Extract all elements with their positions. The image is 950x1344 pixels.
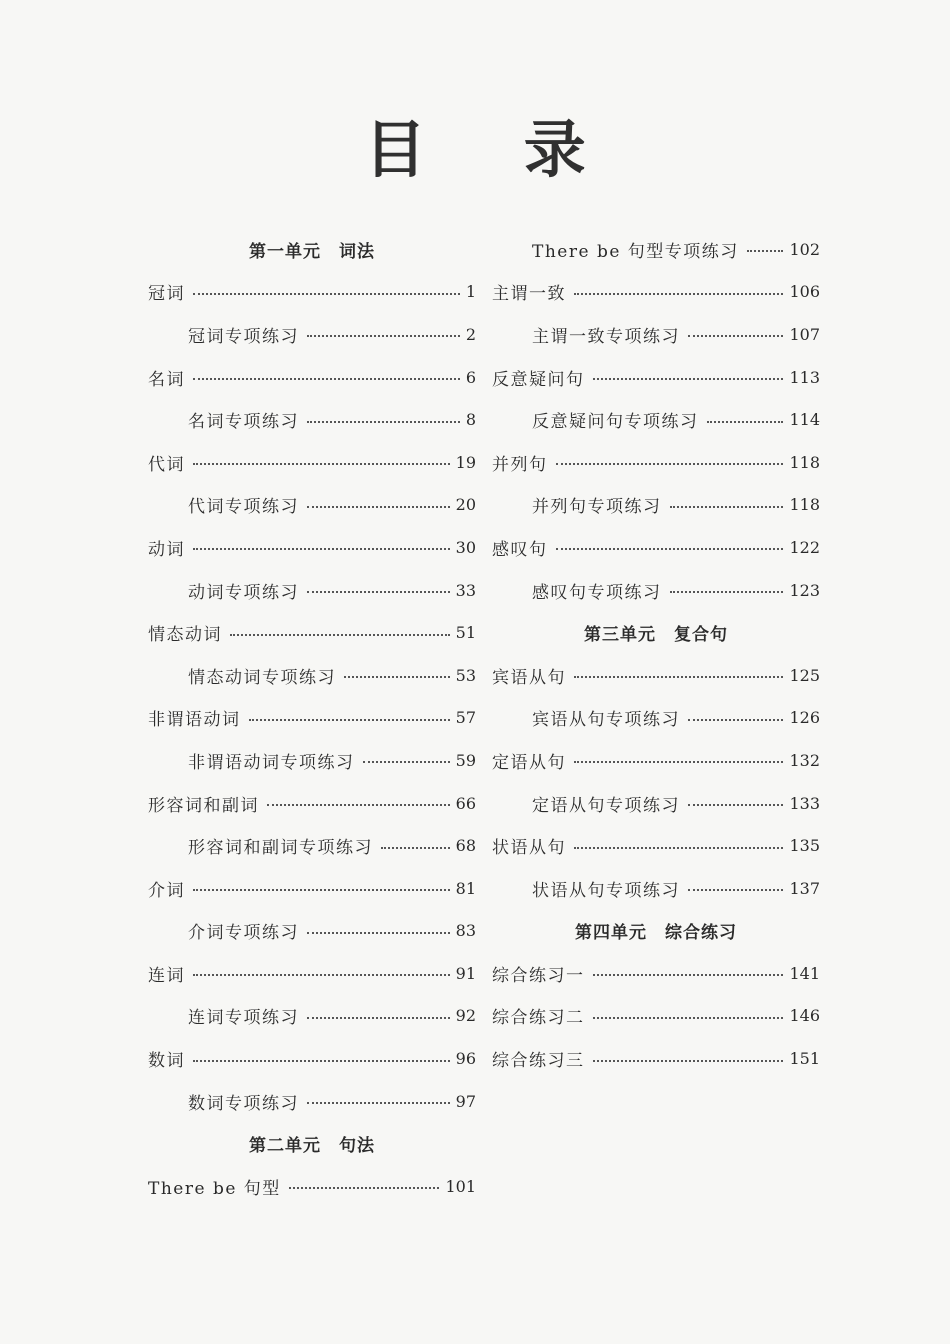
page-number: 53 <box>455 665 476 685</box>
page-number: 6 <box>465 367 476 387</box>
toc-subentry[interactable] <box>148 569 476 612</box>
page-number: 132 <box>789 750 820 770</box>
entry-label: 介词 <box>148 880 185 901</box>
toc-subentry[interactable] <box>492 782 820 825</box>
unit-topic: 句法 <box>339 1136 375 1157</box>
dot-leader <box>747 250 784 252</box>
unit-number: 第二单元 <box>249 1136 321 1157</box>
dot-leader <box>193 293 460 295</box>
dot-leader <box>307 421 460 423</box>
dot-leader <box>267 804 450 806</box>
toc-entry[interactable] <box>492 654 820 697</box>
toc-subentry[interactable] <box>492 569 820 612</box>
entry-label: 连词专项练习 <box>188 1008 299 1029</box>
dot-leader <box>381 847 450 849</box>
dot-leader <box>307 506 450 508</box>
dot-leader <box>193 378 460 380</box>
entry-label: 感叹句 <box>492 539 548 560</box>
dot-leader <box>363 761 450 763</box>
toc-entry[interactable] <box>148 611 476 654</box>
dot-leader <box>307 1102 450 1104</box>
entry-label: 情态动词 <box>148 625 222 646</box>
dot-leader <box>688 804 783 806</box>
dot-leader <box>593 974 784 976</box>
page-number: 20 <box>455 495 476 515</box>
entry-label: 动词 <box>148 539 185 560</box>
unit-number: 第三单元 <box>584 625 656 646</box>
toc-subentry[interactable] <box>148 1080 476 1123</box>
dot-leader <box>707 421 784 423</box>
dot-leader <box>193 548 450 550</box>
entry-label: There be 句型 <box>148 1178 281 1199</box>
toc-entry[interactable] <box>148 952 476 995</box>
toc-column-left <box>148 228 476 1208</box>
page-number: 97 <box>455 1091 476 1111</box>
toc-subentry[interactable] <box>492 697 820 740</box>
page-number: 1 <box>465 282 476 302</box>
page-number: 114 <box>789 410 820 430</box>
dot-leader <box>307 1017 450 1019</box>
toc-entry[interactable] <box>148 867 476 910</box>
entry-label: There be 句型专项练习 <box>532 241 739 262</box>
page-number: 68 <box>455 836 476 856</box>
dot-leader <box>593 378 784 380</box>
dot-leader <box>574 293 783 295</box>
entry-label: 感叹句专项练习 <box>532 582 662 603</box>
dot-leader <box>556 548 784 550</box>
page-number: 33 <box>455 580 476 600</box>
dot-leader <box>193 1060 450 1062</box>
entry-label: 综合练习二 <box>492 1008 585 1029</box>
toc-entry[interactable] <box>492 739 820 782</box>
unit-heading <box>148 228 476 271</box>
unit-topic: 综合练习 <box>665 923 737 944</box>
toc-subentry[interactable] <box>148 824 476 867</box>
entry-label: 名词专项练习 <box>188 412 299 433</box>
toc-subentry[interactable] <box>148 313 476 356</box>
entry-label: 冠词 <box>148 284 185 305</box>
toc-entry[interactable] <box>148 441 476 484</box>
toc-entry[interactable] <box>148 271 476 314</box>
toc-entry[interactable] <box>148 1165 476 1208</box>
page-number: 133 <box>789 793 820 813</box>
page-number: 101 <box>445 1176 476 1196</box>
page-number: 107 <box>789 324 820 344</box>
toc-subentry[interactable] <box>148 910 476 953</box>
page-number: 30 <box>455 537 476 557</box>
dot-leader <box>670 506 784 508</box>
entry-label: 介词专项练习 <box>188 923 299 944</box>
toc-entry[interactable] <box>492 526 820 569</box>
entry-label: 形容词和副词 <box>148 795 259 816</box>
page-number: 118 <box>789 452 820 472</box>
page-number: 135 <box>789 836 820 856</box>
entry-label: 定语从句 <box>492 752 566 773</box>
toc-subentry[interactable] <box>148 398 476 441</box>
toc-entry[interactable] <box>148 356 476 399</box>
dot-leader <box>344 676 450 678</box>
entry-label: 定语从句专项练习 <box>532 795 680 816</box>
page-number: 81 <box>455 878 476 898</box>
unit-topic: 复合句 <box>674 625 728 646</box>
entry-label: 综合练习一 <box>492 965 585 986</box>
entry-label: 反意疑问句 <box>492 369 585 390</box>
page-number: 126 <box>789 708 820 728</box>
toc-subentry[interactable] <box>492 228 820 271</box>
entry-label: 名词 <box>148 369 185 390</box>
unit-topic: 词法 <box>339 241 375 262</box>
unit-heading <box>148 1122 476 1165</box>
entry-label: 数词专项练习 <box>188 1093 299 1114</box>
entry-label: 代词 <box>148 454 185 475</box>
toc-subentry[interactable] <box>492 313 820 356</box>
toc-entry[interactable] <box>492 952 820 995</box>
entry-label: 冠词专项练习 <box>188 326 299 347</box>
entry-label: 并列句专项练习 <box>532 497 662 518</box>
dot-leader <box>670 591 784 593</box>
page-number: 51 <box>455 623 476 643</box>
page-number: 137 <box>789 878 820 898</box>
unit-heading <box>492 910 820 953</box>
toc-entry[interactable] <box>492 1037 820 1080</box>
dot-leader <box>230 634 450 636</box>
page-number: 113 <box>789 367 820 387</box>
dot-leader <box>249 719 450 721</box>
page-number: 122 <box>789 537 820 557</box>
toc-entry[interactable] <box>492 356 820 399</box>
page-number: 59 <box>455 750 476 770</box>
dot-leader <box>688 889 783 891</box>
page-number: 118 <box>789 495 820 515</box>
page-number: 66 <box>455 793 476 813</box>
page-number: 125 <box>789 665 820 685</box>
page-number: 83 <box>455 921 476 941</box>
toc-entry[interactable] <box>492 271 820 314</box>
dot-leader <box>593 1060 784 1062</box>
toc-subentry[interactable] <box>492 484 820 527</box>
dot-leader <box>688 719 783 721</box>
page-number: 123 <box>789 580 820 600</box>
toc-entry[interactable] <box>148 1037 476 1080</box>
entry-label: 非谓语动词 <box>148 710 241 731</box>
entry-label: 宾语从句专项练习 <box>532 710 680 731</box>
entry-label: 状语从句 <box>492 838 566 859</box>
toc-entry[interactable] <box>492 824 820 867</box>
toc-column-right <box>492 228 820 1080</box>
page-number: 151 <box>789 1049 820 1069</box>
page-number: 19 <box>455 452 476 472</box>
dot-leader <box>688 335 783 337</box>
page-number: 57 <box>455 708 476 728</box>
toc-entry[interactable] <box>492 441 820 484</box>
entry-label: 情态动词专项练习 <box>188 667 336 688</box>
toc-subentry[interactable] <box>492 867 820 910</box>
entry-label: 连词 <box>148 965 185 986</box>
dot-leader <box>307 591 450 593</box>
page-number: 96 <box>455 1049 476 1069</box>
page-number: 2 <box>465 324 476 344</box>
entry-label: 非谓语动词专项练习 <box>188 752 355 773</box>
entry-label: 数词 <box>148 1051 185 1072</box>
toc-subentry[interactable] <box>148 654 476 697</box>
entry-label: 形容词和副词专项练习 <box>188 838 373 859</box>
page-number: 106 <box>789 282 820 302</box>
entry-label: 反意疑问句专项练习 <box>532 412 699 433</box>
entry-label: 综合练习三 <box>492 1051 585 1072</box>
dot-leader <box>574 847 783 849</box>
dot-leader <box>593 1017 784 1019</box>
entry-label: 代词专项练习 <box>188 497 299 518</box>
entry-label: 状语从句专项练习 <box>532 880 680 901</box>
page-number: 92 <box>455 1006 476 1026</box>
toc-entry[interactable] <box>148 782 476 825</box>
entry-label: 动词专项练习 <box>188 582 299 603</box>
dot-leader <box>574 676 783 678</box>
page-number: 8 <box>465 410 476 430</box>
toc-subentry[interactable] <box>492 398 820 441</box>
dot-leader <box>307 335 460 337</box>
page-number: 91 <box>455 963 476 983</box>
toc-entry[interactable] <box>148 697 476 740</box>
dot-leader <box>289 1187 440 1189</box>
page-number: 141 <box>789 963 820 983</box>
toc-entry[interactable] <box>148 526 476 569</box>
page-number: 102 <box>789 239 820 259</box>
unit-heading <box>492 611 820 654</box>
dot-leader <box>193 463 450 465</box>
dot-leader <box>556 463 784 465</box>
unit-number: 第一单元 <box>249 241 321 262</box>
entry-label: 主谓一致专项练习 <box>532 326 680 347</box>
page-number: 146 <box>789 1006 820 1026</box>
dot-leader <box>574 761 783 763</box>
dot-leader <box>193 974 450 976</box>
entry-label: 并列句 <box>492 454 548 475</box>
toc-entry[interactable] <box>492 995 820 1038</box>
toc-subentry[interactable] <box>148 995 476 1038</box>
toc-subentry[interactable] <box>148 739 476 782</box>
dot-leader <box>307 932 450 934</box>
dot-leader <box>193 889 450 891</box>
toc-subentry[interactable] <box>148 484 476 527</box>
entry-label: 宾语从句 <box>492 667 566 688</box>
entry-label: 主谓一致 <box>492 284 566 305</box>
page-title: 目 录 <box>364 113 624 186</box>
unit-number: 第四单元 <box>575 923 647 944</box>
